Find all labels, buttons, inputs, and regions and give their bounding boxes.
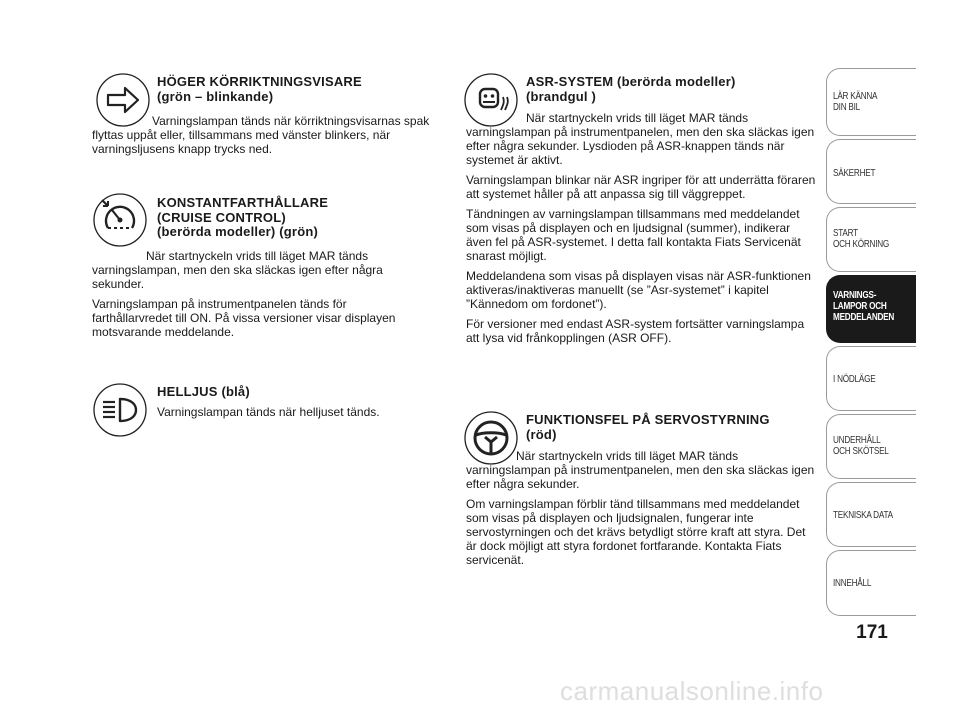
cruise-paragraph-1: När startnyckeln vrids till läget MAR tänds varningslampan, men den ska släckas igen efter några sekunder.	[92, 249, 383, 291]
asr-paragraph-1: När startnyckeln vrids till läget MAR tänds varningslampan på instrumentpanelen, men den ska släckas igen efter några sekunder. Lysdioden på ASR-knappen tänds när systemet är aktivt.	[466, 111, 815, 167]
turn-signal-paragraph: Varningslampan tänds när körriktningsvisarnas spak flyttas uppåt eller, tillsammans med vänster blinkers, när varningsljusens knapp trycks ned.	[92, 114, 430, 156]
highbeam-text	[157, 405, 457, 425]
highbeam-paragraph: Varningslampan tänds när helljuset tänds.	[157, 405, 380, 419]
tab-tekniska-data[interactable]	[826, 482, 916, 547]
tab-label: TEKNISKA DATA	[833, 510, 893, 521]
turn-signal-text	[92, 114, 462, 162]
asr-paragraph-2: Varningslampan blinkar när ASR ingriper för att underrätta föraren att systemet håller på att anpassa sig till väggreppet.	[466, 173, 816, 201]
steering-title: FUNKTIONSFEL PÅ SERVOSTYRNING (röd)	[526, 412, 770, 442]
tab-i-nodlage[interactable]	[826, 346, 916, 411]
tab-lar-kanna-din-bil[interactable]	[826, 68, 916, 136]
tab-innehall[interactable]	[826, 550, 916, 616]
steering-text	[466, 449, 816, 573]
tab-label: UNDERHÅLL OCH SKÖTSEL	[833, 435, 889, 457]
steering-paragraph-2: Om varningslampan förblir tänd tillsammans med meddelandet som visas på displayen och ljudsignalen, fungerar inte servostyrningen och det krävs betydligt större kraft att styra. Det är dock möjligt att styra fordonet fortfarande. Kontakta Fiats servicenät.	[466, 497, 806, 567]
steering-paragraph-1: När startnyckeln vrids till läget MAR tänds varningslampan på instrumentpanelen, men den ska släckas igen efter några sekunder.	[466, 449, 815, 491]
tab-label: START OCH KÖRNING	[833, 228, 890, 250]
cruise-paragraph-2: Varningslampan på instrumentpanelen tänds för farthållarvredet till ON. På vissa versioner visar displayen motsvarande meddelande.	[92, 297, 396, 339]
speedometer-cruise-control-icon	[92, 192, 148, 253]
highbeam-title: HELLJUS (blå)	[157, 384, 250, 399]
asr-title: ASR-SYSTEM (berörda modeller) (brandgul )	[526, 74, 736, 104]
tab-start-och-korning[interactable]	[826, 207, 916, 272]
cruise-text	[92, 249, 422, 345]
tab-label: VARNINGS- LAMPOR OCH MEDDELANDEN	[833, 290, 895, 323]
tab-label: SÄKERHET	[833, 168, 876, 179]
tab-sakerhet[interactable]	[826, 139, 916, 204]
tab-label: INNEHÅLL	[833, 578, 872, 589]
tab-label: I NÖDLÄGE	[833, 374, 876, 385]
turn-signal-title: HÖGER KÖRRIKTNINGSVISARE (grön – blinkande)	[157, 74, 362, 104]
asr-text	[466, 111, 816, 351]
cruise-title: KONSTANTFARTHÅLLARE (CRUISE CONTROL) (berörda modeller) (grön)	[157, 195, 329, 239]
tab-label: LÄR KÄNNA DIN BIL	[833, 91, 878, 113]
asr-paragraph-3: Tändningen av varningslampan tillsammans med meddelandet som visas på displayen och en ljudsignal (summer), indikerar även fel på ASR-systemet. I detta fall kontakta Fiats Servicenät snarast möjligt.	[466, 207, 801, 263]
asr-paragraph-4: Meddelandena som visas på displayen visas när ASR-funktionen aktiveras/inaktiveras manuellt (se ”Asr-systemet” i kapitel ”Kännedom om fordonet”).	[466, 269, 811, 311]
watermark: carmanualsonline.info	[560, 676, 824, 706]
page-number: 171	[856, 622, 888, 643]
tab-underhall-och-skotsel[interactable]	[826, 414, 916, 479]
tab-varningslampor-och-meddelanden[interactable]	[826, 275, 916, 343]
asr-paragraph-5: För versioner med endast ASR-system fortsätter varningslampa att lysa vid frånkopplingen (ASR OFF).	[466, 317, 805, 345]
high-beam-headlight-icon	[92, 382, 148, 443]
